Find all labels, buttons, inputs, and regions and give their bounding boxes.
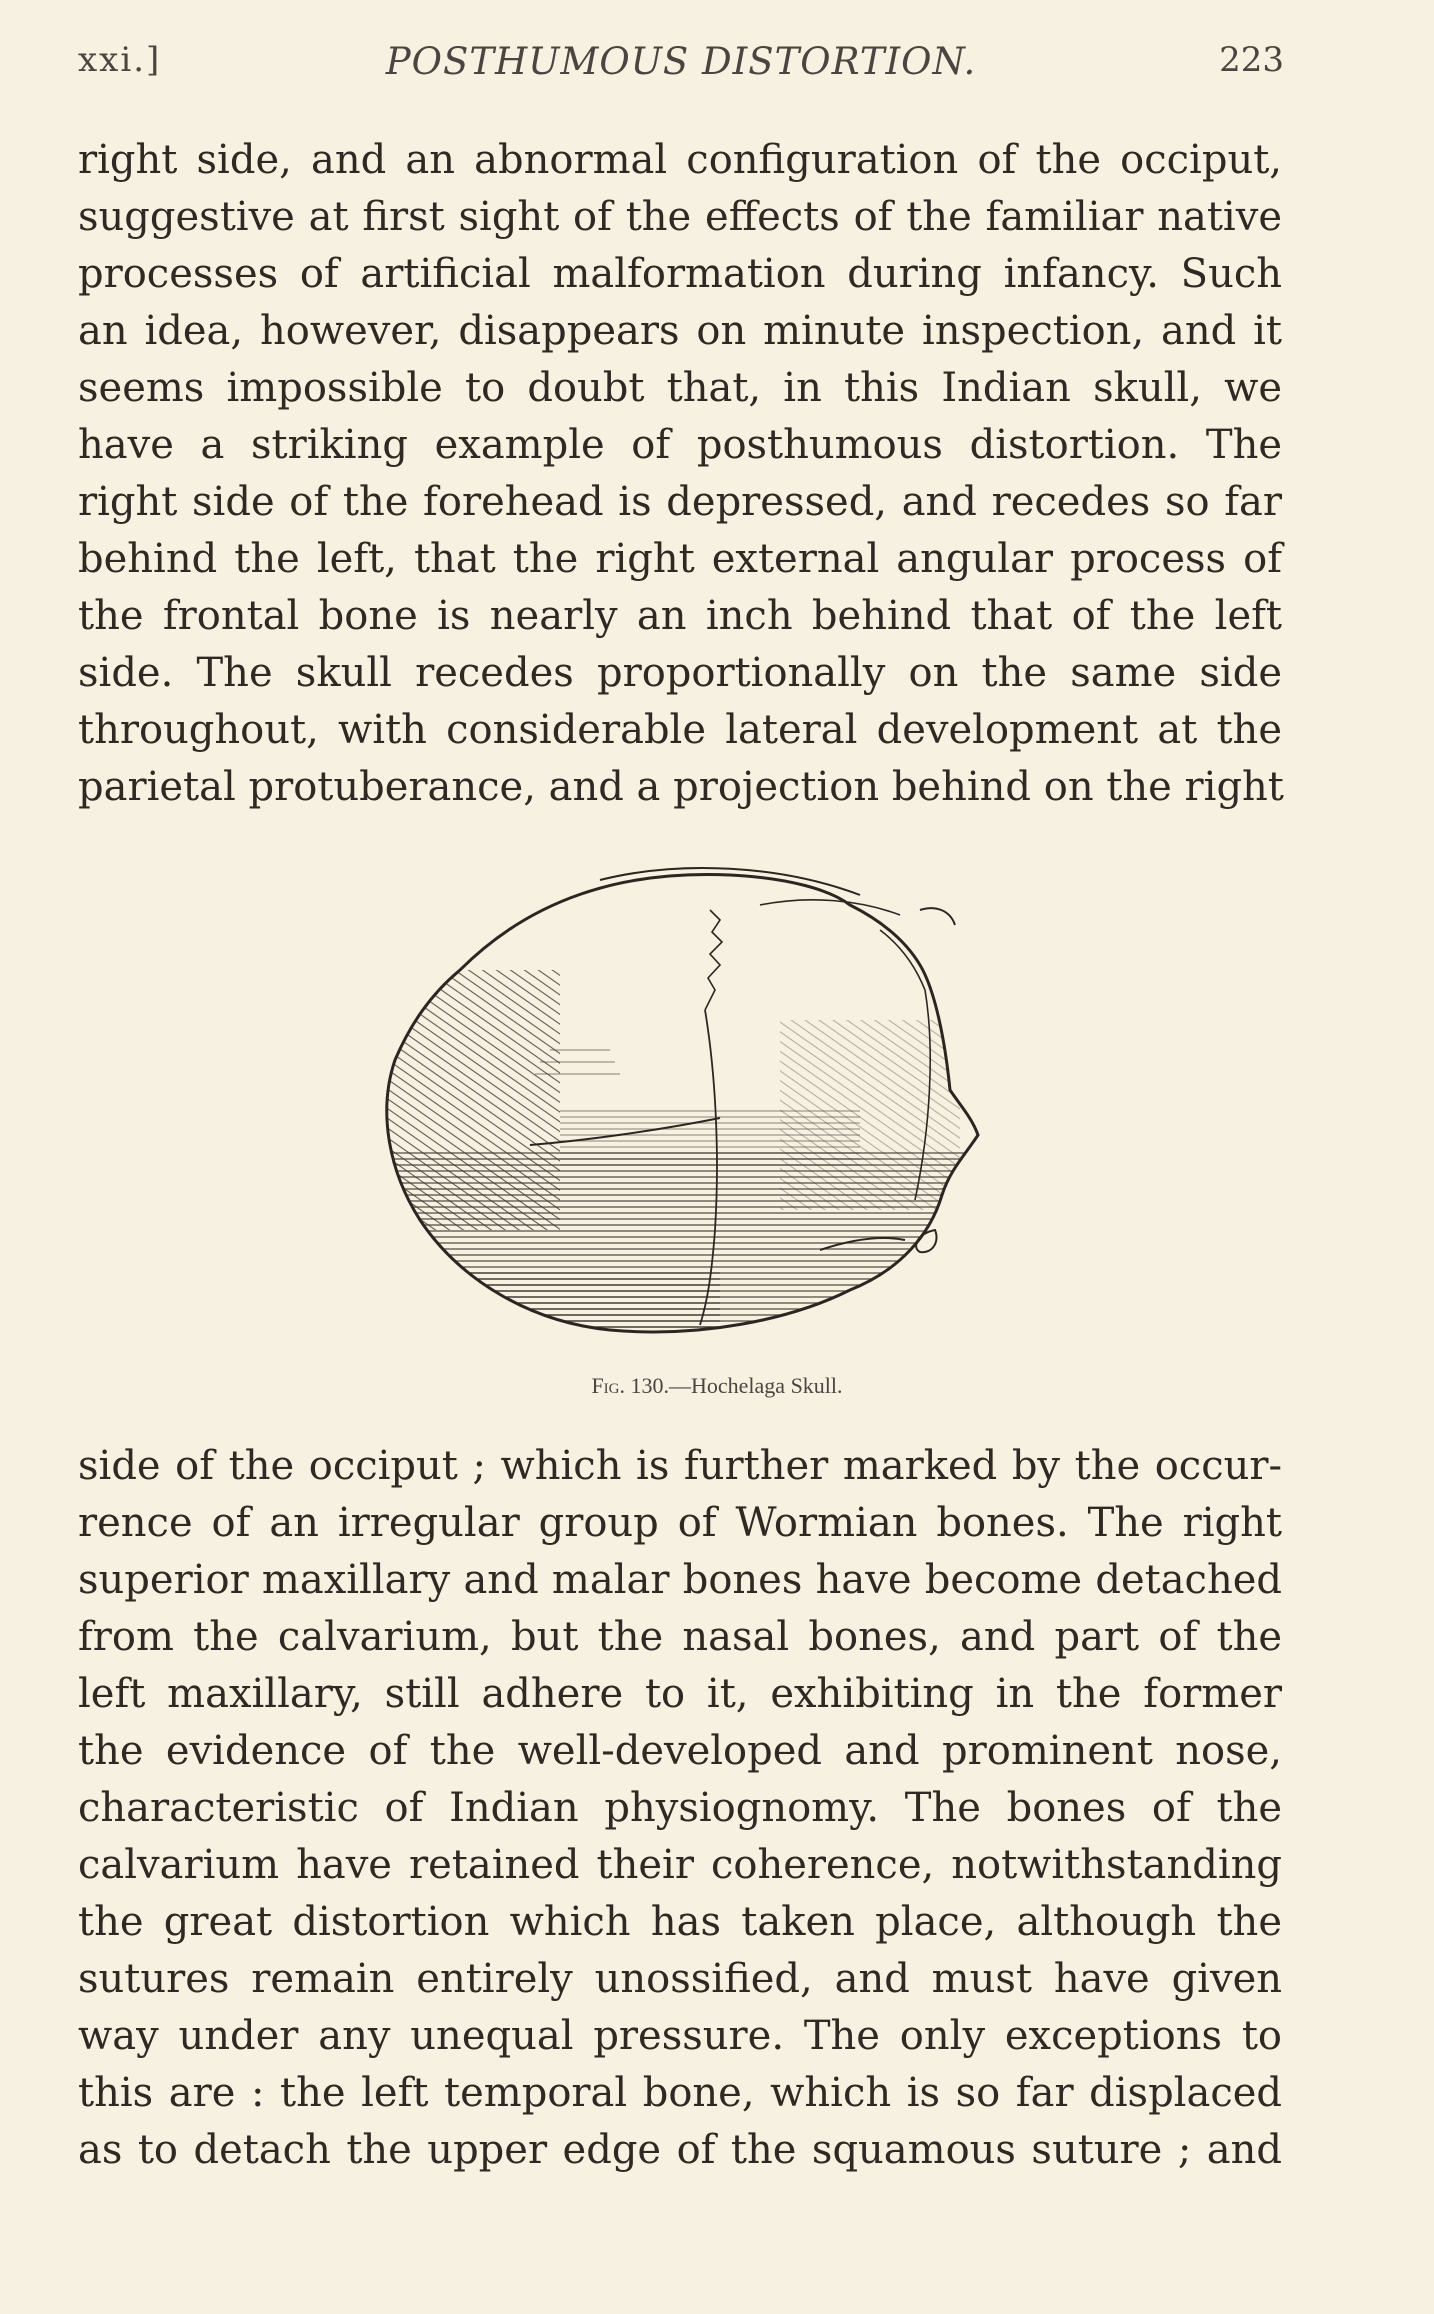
text-line: calvarium have retained their coherence, notwithstanding [78, 1842, 1282, 1888]
skull-illustration [360, 850, 1020, 1350]
running-title: POSTHUMOUS DISTORTION. [385, 40, 977, 83]
figure-caption [0, 1373, 1434, 1399]
skull-engraving [360, 850, 1020, 1350]
running-head [78, 40, 1284, 90]
page-number: 223 [1219, 40, 1284, 80]
text-line: the evidence of the well-developed and prominent nose, [78, 1728, 1282, 1774]
text-line: seems impossible to doubt that, in this Indian skull, we [78, 365, 1282, 411]
text-line: throughout, with considerable lateral development at the [78, 707, 1282, 753]
text-line: rence of an irregular group of Wormian bones. The right [78, 1500, 1282, 1546]
text-line: side of the occiput ; which is further marked by the occur- [78, 1443, 1282, 1489]
text-line: superior maxillary and malar bones have become detached [78, 1557, 1282, 1603]
text-line: from the calvarium, but the nasal bones, and part of the [78, 1614, 1282, 1660]
text-line: as to detach the upper edge of the squamous suture ; and [78, 2127, 1282, 2173]
text-line: suggestive at first sight of the effects of the familiar native [78, 194, 1282, 240]
text-line: the great distortion which has taken place, although the [78, 1899, 1282, 1945]
text-line: behind the left, that the right external angular process of [78, 536, 1282, 582]
text-line: have a striking example of posthumous distortion. The [78, 422, 1282, 468]
text-line: right side of the forehead is depressed, and recedes so far [78, 479, 1282, 525]
body-text-bottom [78, 1438, 1282, 2179]
chapter-marker: xxi.] [78, 40, 162, 80]
text-line: right side, and an abnormal configuration of the occiput, [78, 137, 1282, 183]
text-line: side. The skull recedes proportionally on the same side [78, 650, 1282, 696]
figure-label: Fig. 130. [591, 1373, 670, 1398]
text-line: an idea, however, disappears on minute inspection, and it [78, 308, 1282, 354]
text-line: left maxillary, still adhere to it, exhibiting in the former [78, 1671, 1282, 1717]
text-line: parietal protuberance, and a projection behind on the right [78, 764, 1284, 810]
text-line: sutures remain entirely unossified, and must have given [78, 1956, 1282, 2002]
body-text-top [78, 132, 1282, 816]
text-line: way under any unequal pressure. The only exceptions to [78, 2013, 1282, 2059]
text-line: the frontal bone is nearly an inch behind that of the left [78, 593, 1282, 639]
text-line: this are : the left temporal bone, which is so far displaced [78, 2070, 1282, 2116]
text-line: characteristic of Indian physiognomy. The bones of the [78, 1785, 1282, 1831]
figure-caption-text: —Hochelaga Skull. [669, 1373, 843, 1398]
text-line: processes of artificial malformation during infancy. Such [78, 251, 1282, 297]
